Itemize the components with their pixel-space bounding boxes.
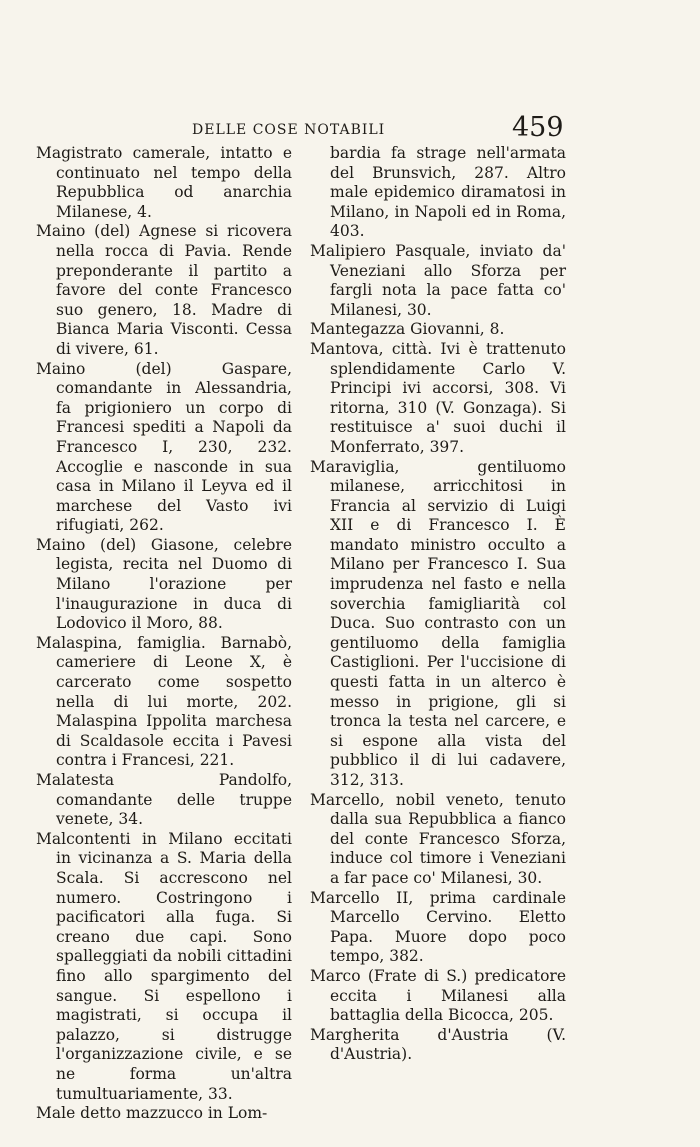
index-entry: Margherita d'Austria (V. d'Austria). <box>310 1025 566 1064</box>
index-entry: Marcello, nobil veneto, tenuto dalla sua Repubblica a fianco del conte Francesco Sforza, induce col timore i Veneziani a far pace co' Milanesi, 30. <box>310 790 566 887</box>
index-entry: Malatesta Pandolfo, comandante delle truppe venete, 34. <box>36 771 292 829</box>
index-entry: Malcontenti in Milano eccitati in vicinanza a S. Maria della Scala. Si accrescono nel numero. Costringono i pacificatori alla fuga. Si creano due capi. Sono spalleggiati da nobili cittadini fino allo spargimento del sangue. Si espellono i magistrati, si occupa il palazzo, si distrugge l'organizzazione civile, e se ne forma un'altra tumultuariamente, 33. <box>36 829 292 1103</box>
index-entry: Malipiero Pasquale, inviato da' Veneziani allo Sforza per fargli nota la pace fatta co' Milanesi, 30. <box>310 241 566 319</box>
index-entry: Mantegazza Giovanni, 8. <box>310 320 505 339</box>
index-entry: Marcello II, prima cardinale Marcello Cervino. Eletto Papa. Muore dopo poco tempo, 382. <box>310 888 566 966</box>
index-entry: Malaspina, famiglia. Barnabò, cameriere di Leone X, è carcerato come sospetto nella di lui morte, 202. Malaspina Ippolita marchesa di Scaldasole eccita i Pavesi contra i Francesi, 221. <box>36 633 292 770</box>
index-entry: Maino (del) Gaspare, comandante in Alessandria, fa prigioniero un corpo di Francesi spediti a Napoli da Francesco I, 230, 232. Accoglie e nasconde in sua casa in Milano il Leyva ed il marchese del Vasto ivi rifugiati, 262. <box>36 359 292 535</box>
page-number: 459 <box>512 112 564 143</box>
index-entry: Male detto mazzucco in Lom- <box>36 1104 268 1123</box>
index-entry: Maino (del) Giasone, celebre legista, recita nel Duomo di Milano l'orazione per l'inaugurazione in duca di Lodovico il Moro, 88. <box>36 535 292 633</box>
index-entry: Magistrato camerale, intatto e continuato nel tempo della Repubblica od anarchia Milanese, 4. <box>36 144 292 221</box>
index-column-right <box>310 144 566 1065</box>
index-entry: Maino (del) Agnese si ricovera nella rocca di Pavia. Rende preponderante il partito a favore del conte Francesco suo genero, 18. Madre di Bianca Maria Visconti. Cessa di vivere, 61. <box>36 222 292 358</box>
running-title: DELLE COSE NOTABILI <box>192 122 386 138</box>
index-column-left <box>36 144 292 1124</box>
index-entry: Marco (Frate di S.) predicatore eccita i Milanesi alla battaglia della Bicocca, 205. <box>310 966 566 1025</box>
index-entry: Mantova, città. Ivi è trattenuto splendidamente Carlo V. Principi ivi accorsi, 308. Vi ritorna, 310 (V. Gonzaga). Si restituisce a' suoi duchi il Monferrato, 397. <box>310 339 566 456</box>
index-entry-continuation: bardia fa strage nell'armata del Brunsvich, 287. Altro male epidemico diramatosi in Milano, in Napoli ed in Roma, 403. <box>330 144 566 241</box>
page-header <box>0 112 700 142</box>
index-entry: Maraviglia, gentiluomo milanese, arricchitosi in Francia al servizio di Luigi XII e di Francesco I. È mandato ministro occulto a Milano per Francesco I. Sua imprudenza nel fasto e nella soverchia famigliarità col Duca. Suo contrasto con un gentiluomo della famiglia Castiglioni. Per l'uccisione di questi fatta in un alterco è messo in prigione, gli si tronca la testa nel carcere, e si espone alla vista del pubblico il di lui cadavere, 312, 313. <box>310 457 566 789</box>
